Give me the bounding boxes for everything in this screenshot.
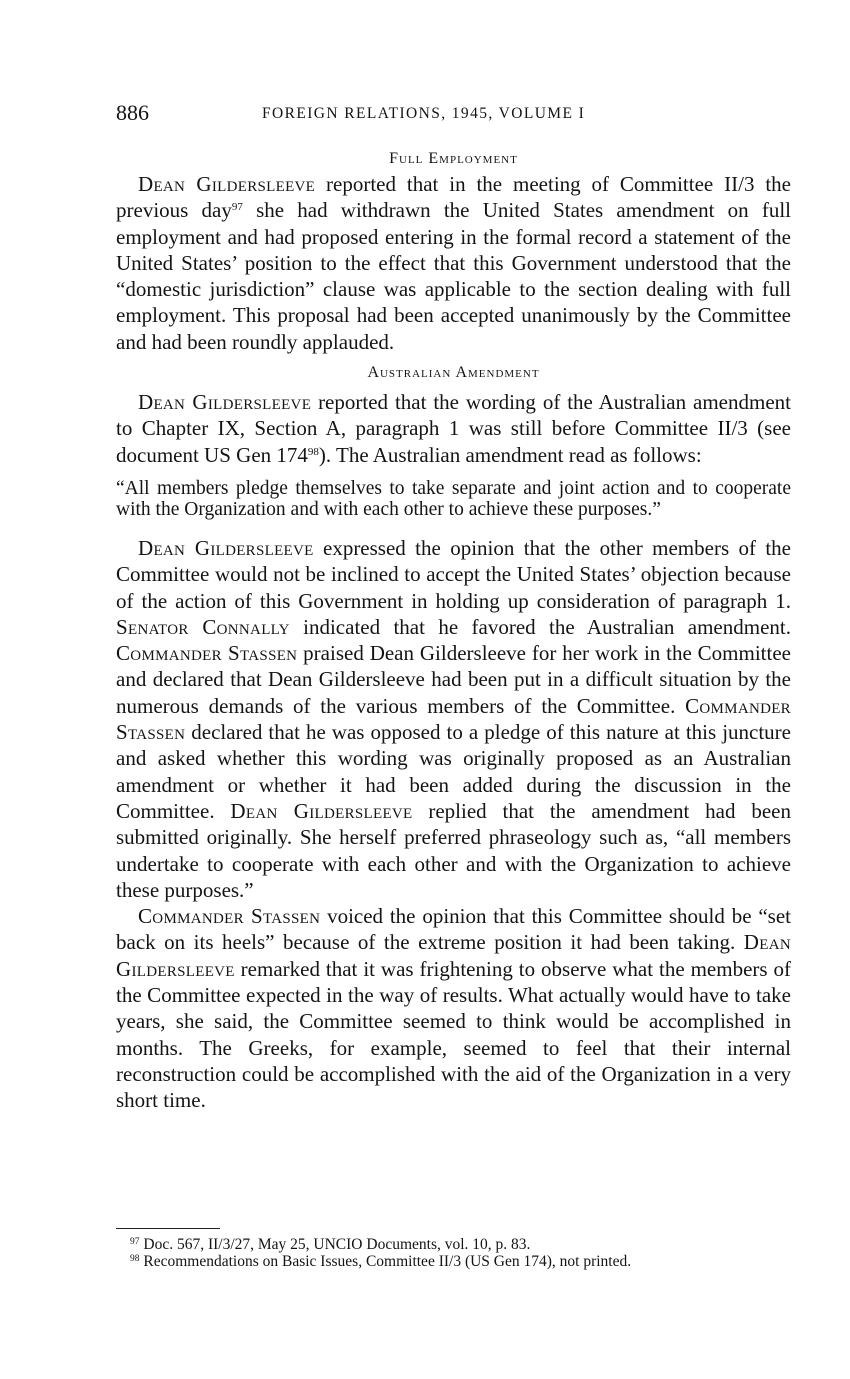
speaker-name: Dean Gildersleeve (138, 172, 316, 196)
footnote-97 (116, 1236, 791, 1253)
section-heading-full-employment: Full Employment (389, 150, 518, 167)
paragraph-text: declared that he was opposed to a pledge of this nature at this juncture and asked whether this wording was originally proposed as an Australian amendment or whether it had been added during the discussion in the Committee. (116, 720, 791, 823)
page-body (116, 147, 791, 1114)
paragraph-text: she had withdrawn the United States amendment on full employment and had proposed entering in the formal record a statement of the United States’ position to the effect that this Government understood that the “domestic jurisdiction” clause was applicable to the section dealing with full employment. This proposal had been accepted unanimously by the Committee and had been roundly applauded. (116, 198, 791, 354)
speaker-name: Dean Gildersleeve (116, 930, 791, 981)
paragraph-text: remarked that it was frightening to observe what the members of the Committee expected in the way of results. What actually would have to take years, she said, the Committee seemed to think would be accomplished in months. The Greeks, for example, seemed to feel that their internal reconstruction could be accomplished with the aid of the Organization in a very short time. (116, 956, 791, 1113)
footnote-98 (116, 1253, 791, 1270)
footnotes (116, 1236, 791, 1270)
speaker-name: Dean Gildersleeve (138, 535, 314, 560)
paragraph-text: ). The Australian amendment read as follows: (318, 442, 702, 467)
paragraph-discussion (116, 535, 791, 903)
footnote-ref-97: 97 (231, 201, 243, 214)
footnote-mark: 97 (130, 1237, 140, 1247)
paragraph-text: reported that in the meeting of Committee II/3 the previous day (116, 172, 791, 223)
paragraph-full-employment (116, 171, 791, 355)
paragraph-text: praised Dean Gildersleeve for her work in the Committee and declared that Dean Gildersleeve had been put in a difficult situation by the numerous demands of the various members of the Committee. (116, 641, 791, 718)
paragraph-stassen-opinion (116, 903, 791, 1113)
speaker-name: Commander Stassen (116, 693, 791, 745)
speaker-name: Dean Gildersleeve (138, 390, 312, 415)
block-quote: “All members pledge themselves to take separate and joint action and to cooperate with the Organization and with each other to achieve these purposes.” (116, 477, 791, 521)
section-heading-australian-amendment: Australian Amendment (367, 364, 540, 382)
footnote-divider (116, 1228, 220, 1229)
speaker-name: Dean Gildersleeve (230, 798, 413, 823)
footnote-text: Doc. 567, II/3/27, May 25, UNCIO Documents, vol. 10, p. 83. (139, 1236, 531, 1253)
running-head: FOREIGN RELATIONS, 1945, VOLUME I (262, 105, 586, 122)
paragraph-text: indicated that he favored the Australian amendment. (289, 614, 791, 639)
speaker-name: Commander Stassen (116, 641, 298, 666)
paragraph-text: reported that the wording of the Australian amendment to Chapter IX, Section A, paragraph 1 was still before Committee II/3 (see document US Gen 174 (116, 390, 791, 467)
speaker-name: Commander Stassen (138, 904, 321, 929)
page-number: 886 (116, 100, 149, 125)
paragraph-text: replied that the amendment had been submitted originally. She herself preferred phraseology such as, “all members undertake to cooperate with each other and with the Organization to achieve these purposes.” (116, 798, 791, 902)
paragraph-text: expressed the opinion that the other members of the Committee would not be inclined to accept the United States’ objection because of the action of this Government in holding up consideration of paragraph 1. (116, 535, 792, 613)
page-header (116, 100, 792, 130)
footnote-ref-98: 98 (307, 445, 319, 458)
footnote-mark: 98 (130, 1254, 140, 1264)
paragraph-australian-wording (116, 389, 791, 468)
speaker-name: Senator Connally (116, 614, 290, 639)
footnote-text: Recommendations on Basic Issues, Committee II/3 (US Gen 174), not printed. (139, 1253, 632, 1270)
paragraph-text: voiced the opinion that this Committee should be “set back on its heels” because of the extreme position it had been taking. (116, 904, 791, 955)
